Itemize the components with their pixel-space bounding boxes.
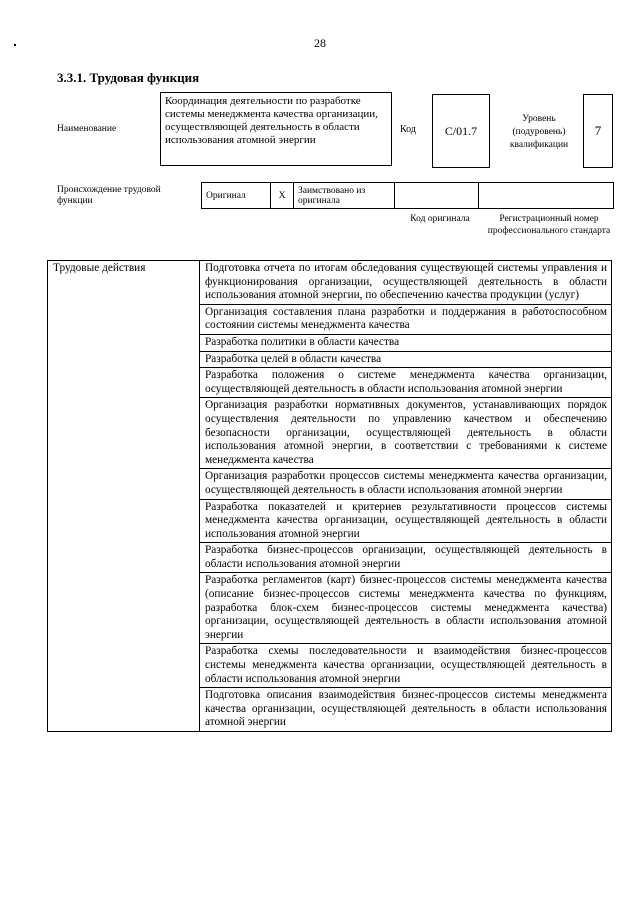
code-value-box: C/01.7 [432, 94, 490, 168]
labor-action: Подготовка описания взаимодействия бизнес-процессов системы менеджмента качества организации, осуществляющей деятельность в области использования атомной энергии [200, 688, 612, 732]
original-label: Оригинал [202, 183, 271, 209]
original-mark: X [271, 183, 294, 209]
origin-table [201, 182, 614, 209]
code-label: Код [400, 124, 416, 135]
labor-action: Разработка регламентов (карт) бизнес-процессов системы менеджмента качества (описание бизнес-процессов системы менеджмента качества по функциям, разработка блок-схем бизнес-процессов системы менеджмента качества) организации, осуществляющей деятельность в области использования атомной энергии [200, 573, 612, 644]
labor-action: Организация разработки процессов системы менеджмента качества организации, осуществляющей деятельность в области использования атомной энергии [200, 469, 612, 499]
section-title: 3.3.1. Трудовая функция [57, 70, 200, 85]
labor-action: Организация разработки нормативных документов, устанавливающих порядок осуществления деятельности по управлению качеством и обеспечению безопасности организации, осуществляющей деятельность в области использования атомной энергии, в соответствии с требованиями к системе менеджмента качества [200, 398, 612, 469]
reg-number-caption: Регистрационный номер профессионального стандарта [487, 214, 611, 236]
name-label: Наименование [57, 124, 117, 134]
function-name-box: Координация деятельности по разработке системы менеджмента качества организации, осуществляющей деятельность в области использования атомной энергии [160, 92, 392, 166]
labor-actions-label: Трудовые действия [48, 261, 200, 732]
labor-action: Разработка схемы последовательности и взаимодействия бизнес-процессов системы менеджмента качества организации, осуществляющей деятельность в области использования атомной энергии [200, 644, 612, 688]
labor-actions-table [47, 260, 612, 732]
labor-action: Разработка показателей и критериев результативности процессов системы менеджмента качества организации, осуществляющей деятельность в области использования атомной энергии [200, 499, 612, 543]
page-number: 28 [314, 36, 326, 50]
qualification-level-label: Уровень (подуровень) квалификации [509, 114, 569, 150]
labor-action: Разработка положения о системе менеджмента качества организации, осуществляющей деятельность в области использования атомной энергии [200, 368, 612, 398]
origin-code-caption: Код оригинала [410, 214, 470, 224]
reg-number-cell [479, 183, 614, 209]
labor-action: Разработка бизнес-процессов организации, осуществляющей деятельность в области использования атомной энергии [200, 543, 612, 573]
origin-label: Происхождение трудовой функции [57, 185, 161, 206]
labor-action: Разработка политики в области качества [200, 334, 612, 351]
borrowed-label: Заимствовано из оригинала [294, 183, 395, 209]
labor-action: Организация составления плана разработки и поддержания в работоспособном состоянии системы менеджмента качества [200, 304, 612, 334]
labor-action: Подготовка отчета по итогам обследования существующей системы управления и функционирования организации, осуществляющей деятельность в области использования атомной энергии, по обеспечению качества продукции (услуг) [200, 261, 612, 305]
origin-code-cell [395, 183, 479, 209]
qualification-level-box: 7 [583, 94, 613, 168]
labor-action: Разработка целей в области качества [200, 351, 612, 368]
